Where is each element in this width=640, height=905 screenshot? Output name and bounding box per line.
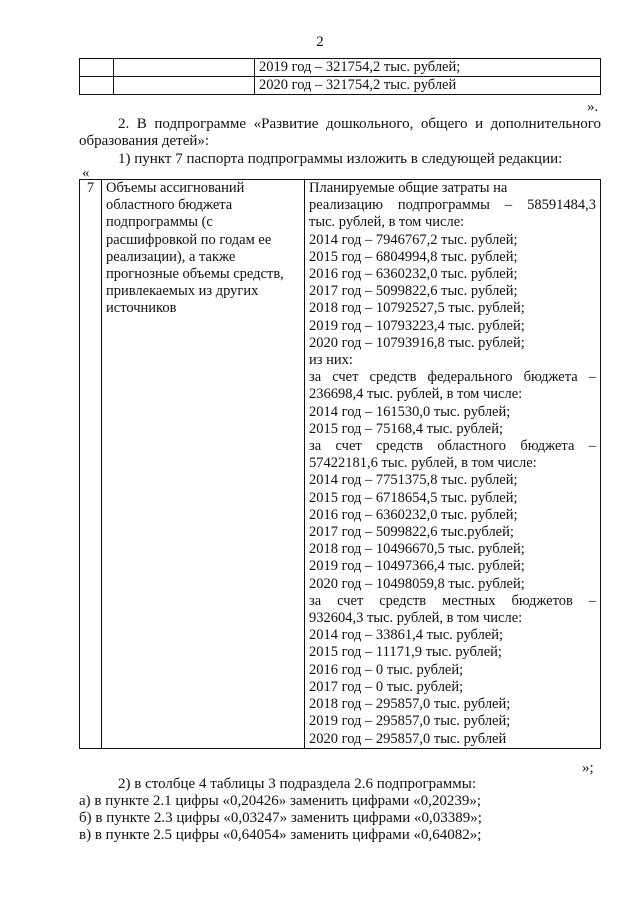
previous-table-fragment [79, 58, 601, 95]
amount-line: 57422181,6 тыс. рублей, в том числе: [309, 455, 537, 472]
amount-line: 2015 год – 6804994,8 тыс. рублей; [309, 248, 518, 265]
number-cell [80, 59, 114, 77]
paragraph-2-line-2: образования детей»: [79, 133, 210, 149]
label-line: реализации), а также [106, 248, 236, 265]
label-cell [102, 180, 305, 749]
amount-line: 2019 год – 295857,0 тыс. рублей; [309, 713, 511, 730]
amount-line: Планируемые общие затраты на [309, 180, 508, 196]
amount-line: 2014 год – 7946767,2 тыс. рублей; [309, 231, 518, 248]
amount-line: 2014 год – 33861,4 тыс. рублей; [309, 627, 504, 644]
amount-line: реализацию подпрограммы – 58591484,3 [309, 197, 596, 214]
number-cell [80, 77, 114, 95]
sub-item-c: в) в пункте 2.5 цифры «0,64054» заменить цифрами «0,64082»; [79, 827, 482, 843]
amount-line: 2018 год – 295857,0 тыс. рублей; [309, 696, 511, 713]
amount-line: 2017 год – 0 тыс. рублей; [309, 678, 464, 695]
amount-line: за счет средств местных бюджетов – [309, 592, 596, 609]
amount-line: из них: [309, 352, 353, 369]
paragraph-2-line-1: 2. В подпрограмме «Развитие дошкольного, общего и дополнительного [118, 116, 601, 132]
table-row [80, 180, 601, 749]
label-cell [114, 77, 255, 95]
amount-line: 2015 год – 75168,4 тыс. рублей; [309, 420, 504, 437]
table-row [80, 59, 601, 77]
amount-line: 2020 год – 295857,0 тыс. рублей [309, 730, 507, 747]
item-2: 2) в столбце 4 таблицы 3 подраздела 2.6 подпрограммы: [118, 776, 476, 792]
label-line: Объемы ассигнований [106, 180, 245, 196]
amount-line: 2014 год – 7751375,8 тыс. рублей; [309, 472, 518, 489]
amount-line: 2017 год – 5099822,6 тыс.рублей; [309, 524, 514, 541]
amount-cell: 2020 год – 321754,2 тыс. рублей [255, 77, 601, 95]
amount-cell: 2019 год – 321754,2 тыс. рублей; [255, 59, 601, 77]
page-number: 2 [316, 34, 324, 50]
amounts-cell [305, 180, 601, 749]
amount-line: 2020 год – 10498059,8 тыс. рублей; [309, 575, 525, 592]
amount-line: 932604,3 тыс. рублей, в том числе: [309, 610, 523, 627]
amount-line: тыс. рублей, в том числе: [309, 214, 465, 231]
amount-line: 2017 год – 5099822,6 тыс. рублей; [309, 283, 518, 300]
label-line: подпрограммы (с [106, 214, 213, 231]
amount-line: 2019 год – 10793223,4 тыс. рублей; [309, 317, 525, 334]
amount-line: 2016 год – 6360232,0 тыс. рублей; [309, 506, 518, 523]
closing-quote-2: »; [582, 760, 594, 776]
amount-line: 2019 год – 10497366,4 тыс. рублей; [309, 558, 525, 575]
amount-line: 2018 год – 10792527,5 тыс. рублей; [309, 300, 525, 317]
closing-quote: ». [587, 99, 599, 115]
amount-line: 2016 год – 6360232,0 тыс. рублей; [309, 266, 518, 283]
table-row [80, 77, 601, 95]
amount-line: 2014 год – 161530,0 тыс. рублей; [309, 403, 511, 420]
label-line: расшифровкой по годам ее [106, 231, 272, 248]
sub-item-b: б) в пункте 2.3 цифры «0,03247» заменить цифрами «0,03389»; [79, 810, 482, 826]
amount-line: за счет средств областного бюджета – [309, 438, 596, 455]
item-1: 1) пункт 7 паспорта подпрограммы изложить в следующей редакции: [118, 151, 563, 167]
amount-line: за счет средств федерального бюджета – [309, 369, 596, 386]
amount-line: 2015 год – 11171,9 тыс. рублей; [309, 644, 502, 661]
opening-quote: « [82, 165, 90, 181]
row-number: 7 [80, 180, 102, 749]
amount-line: 236698,4 тыс. рублей, в том числе: [309, 386, 523, 403]
passport-table [79, 179, 601, 749]
sub-item-a: а) в пункте 2.1 цифры «0,20426» заменить цифрами «0,20239»; [79, 793, 481, 809]
amount-line: 2018 год – 10496670,5 тыс. рублей; [309, 541, 525, 558]
label-line: привлекаемых из других [106, 283, 259, 300]
amount-line: 2016 год – 0 тыс. рублей; [309, 661, 464, 678]
amount-line: 2020 год – 10793916,8 тыс. рублей; [309, 334, 525, 351]
label-cell [114, 59, 255, 77]
label-line: областного бюджета [106, 197, 233, 214]
label-line: источников [106, 300, 177, 317]
label-line: прогнозные объемы средств, [106, 266, 284, 283]
amount-line: 2015 год – 6718654,5 тыс. рублей; [309, 489, 518, 506]
